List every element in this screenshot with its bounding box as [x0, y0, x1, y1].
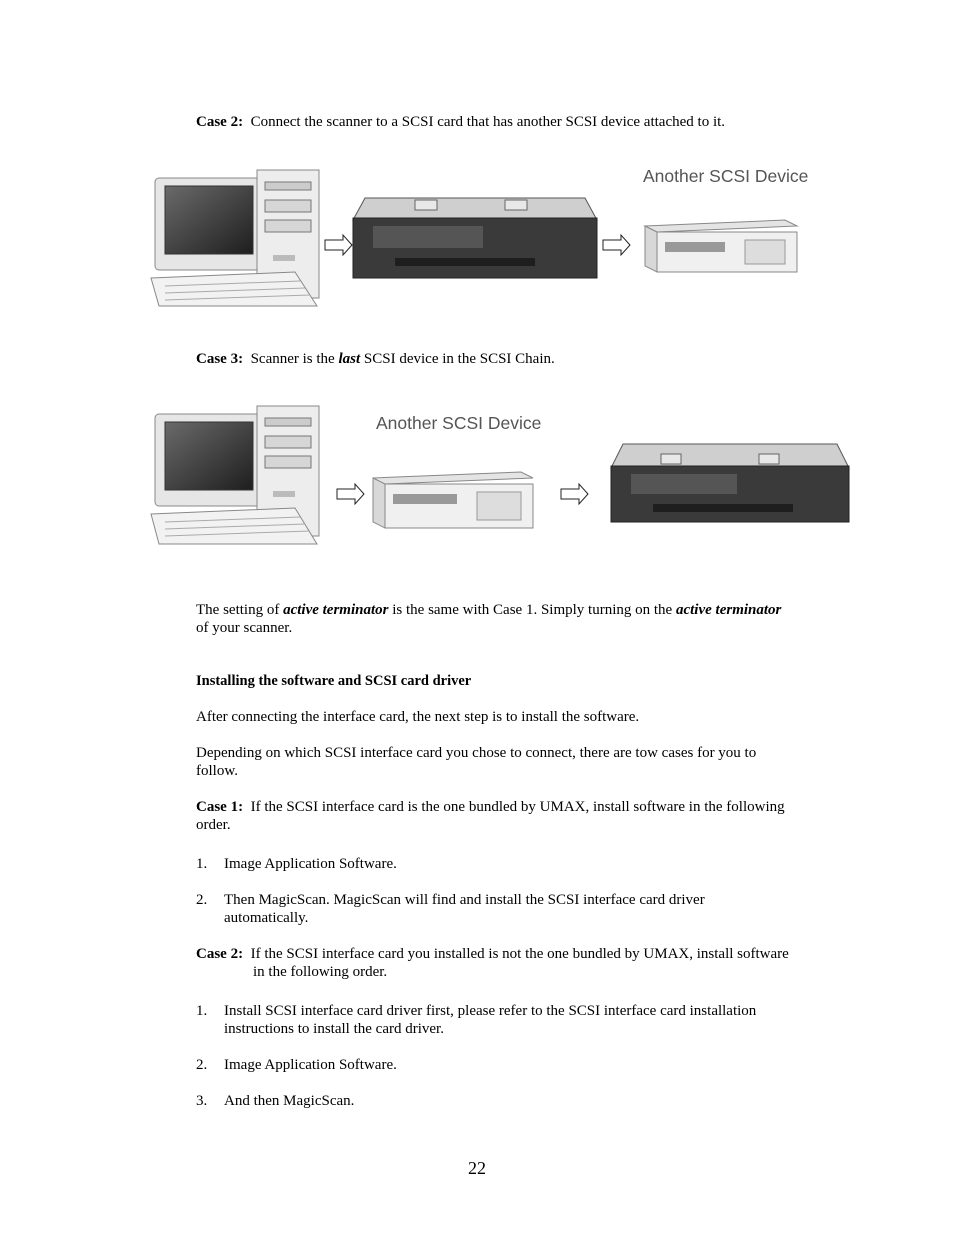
- scsi-device-illustration: [373, 472, 533, 528]
- list2-item-3-num: 3.: [196, 1093, 208, 1109]
- list2-item-1-num: 1.: [196, 1003, 208, 1019]
- case3-intro: [196, 350, 555, 368]
- figure1-caption: Another SCSI Device: [643, 166, 809, 186]
- case3-label: Case 3:: [196, 351, 244, 367]
- case2b-label: Case 2:: [196, 946, 244, 962]
- list1-item-2-text-cont: automatically.: [224, 910, 309, 926]
- terminator-emphasis-2: active terminator: [675, 602, 782, 618]
- para-after-connecting: After connecting the interface card, the next step is to install the software.: [196, 709, 640, 725]
- case3-emphasis: last: [338, 351, 361, 367]
- list1-item-1-num: 1.: [196, 856, 208, 872]
- case2-text: Connect the scanner to a SCSI card that has another SCSI device attached to it.: [250, 114, 726, 130]
- scanner-illustration: [353, 198, 597, 278]
- case3-post: SCSI device in the SCSI Chain.: [363, 351, 555, 367]
- arrow-right-icon: [603, 235, 630, 255]
- case2-label: Case 2:: [196, 114, 244, 130]
- computer-illustration: [151, 170, 319, 306]
- figure2-caption: Another SCSI Device: [376, 413, 542, 433]
- list1-item-2-num: 2.: [196, 892, 208, 908]
- computer-illustration: [151, 406, 319, 544]
- list1-item-2-text: Then MagicScan. MagicScan will find and install the SCSI interface card driver: [224, 892, 705, 908]
- list2-item-2-text: Image Application Software.: [224, 1057, 397, 1073]
- case1-label: Case 1:: [196, 799, 244, 815]
- terminator-text-2: is the same with Case 1. Simply turning on the: [392, 602, 673, 618]
- scanner-illustration: [611, 444, 849, 522]
- case1-line1: [196, 798, 785, 816]
- terminator-emphasis-1: active terminator: [283, 602, 389, 618]
- arrow-right-icon: [325, 235, 352, 255]
- scsi-device-illustration: [645, 220, 797, 272]
- case2b-text: If the SCSI interface card you installed is not the one bundled by UMAX, install software: [250, 946, 789, 962]
- case2b-line2: in the following order.: [253, 964, 388, 980]
- case1-text: If the SCSI interface card is the one bundled by UMAX, install software in the following: [250, 799, 785, 815]
- case2-intro: [196, 113, 725, 131]
- list2-item-1-text: Install SCSI interface card driver first, please refer to the SCSI interface card installation: [224, 1003, 757, 1019]
- arrow-right-icon: [337, 484, 364, 504]
- list2-item-2-num: 2.: [196, 1057, 208, 1073]
- case2b-line1: [196, 945, 789, 963]
- case3-pre: Scanner is the: [250, 351, 335, 367]
- terminator-line2: of your scanner.: [196, 620, 293, 636]
- list2-item-1-text-cont: instructions to install the card driver.: [224, 1021, 444, 1037]
- terminator-text-1: The setting of: [196, 602, 280, 618]
- page-number: 22: [468, 1158, 486, 1178]
- case1-line2: order.: [196, 817, 231, 833]
- para-depending-line1: Depending on which SCSI interface card you chose to connect, there are tow cases for you to: [196, 745, 757, 761]
- para-depending-line2: follow.: [196, 763, 238, 779]
- terminator-line1: [196, 601, 781, 619]
- list1-item-1-text: Image Application Software.: [224, 856, 397, 872]
- section-heading: Installing the software and SCSI card driver: [196, 673, 472, 689]
- arrow-right-icon: [561, 484, 588, 504]
- list2-item-3-text: And then MagicScan.: [224, 1093, 355, 1109]
